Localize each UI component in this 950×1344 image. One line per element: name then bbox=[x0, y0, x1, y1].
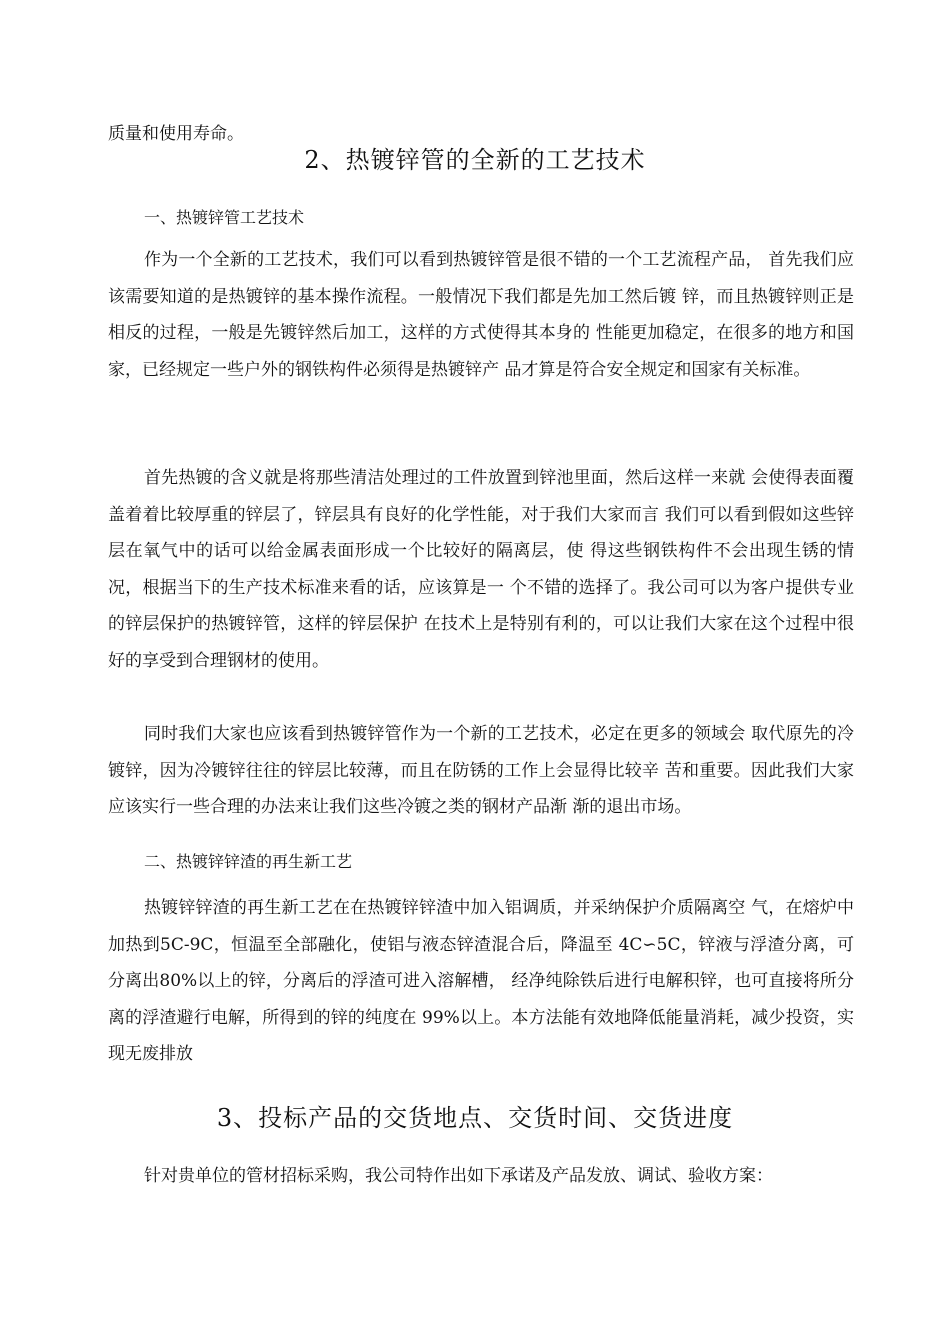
section-3-paragraph-1: 针对贵单位的管材招标采购，我公司特作出如下承诺及产品发放、调试、验收方案： bbox=[144, 1166, 773, 1186]
subsection-1-heading: 一、热镀锌管工艺技术 bbox=[144, 208, 305, 227]
subsection-2-heading-block bbox=[108, 850, 854, 874]
section-3-heading: 3、投标产品的交货地点、交货时间、交货进度 bbox=[216, 1104, 734, 1132]
subsection-1-heading-block bbox=[108, 206, 854, 230]
paragraph-1-block bbox=[108, 242, 854, 388]
paragraph-4: 热镀锌锌渣的再生新工艺在在热镀锌锌渣中加入铝调质，并采纳保护介质隔离空 气，在熔炉中加热到5C-9C，恒温至全部融化，使铝与液态锌渣混合后，降温至 4C∽5C，锌液与浮渣分离，可分离出80%以上的锌，分离后的浮渣可进入溶解槽， 经净纯除铁后进行电解积锌，也可直接将所分离的浮渣避行电解，所得到的锌的纯度在 99%以上。本方法能有效地降低能量消耗，减少投资，实现无废排放 bbox=[108, 898, 854, 1064]
paragraph-3: 同时我们大家也应该看到热镀锌管作为一个新的工艺技术，必定在更多的领域会 取代原先的冷镀锌，因为冷镀锌往往的锌层比较薄，而且在防锈的工作上会显得比较辛 苦和重要。因此我们大家应该实行一些合理的办法来让我们这些冷镀之类的钢材产品渐 渐的退出市场。 bbox=[108, 724, 854, 817]
paragraph-2-block bbox=[108, 460, 854, 679]
paragraph-4-block bbox=[108, 890, 854, 1073]
section-2-heading: 2、热镀锌管的全新的工艺技术 bbox=[304, 146, 646, 174]
paragraph-1: 作为一个全新的工艺技术，我们可以看到热镀锌管是很不错的一个工艺流程产品， 首先我们应该需要知道的是热镀锌的基本操作流程。一般情况下我们都是先加工然后镀 锌，而且热镀锌则正是相反的过程，一般是先镀锌然后加工，这样的方式使得其本身的 性能更加稳定，在很多的地方和国家，已经规定一些户外的钢铁构件必须得是热镀锌产 品才算是符合安全规定和国家有关标准。 bbox=[108, 250, 854, 380]
lead-fragment: 质量和使用寿命。 bbox=[108, 124, 244, 144]
section-3-paragraph-block bbox=[108, 1158, 854, 1195]
subsection-2-heading: 二、热镀锌锌渣的再生新工艺 bbox=[144, 852, 353, 871]
paragraph-3-block bbox=[108, 716, 854, 826]
paragraph-2: 首先热镀的含义就是将那些清洁处理过的工件放置到锌池里面，然后这样一来就 会使得表面覆盖着着比较厚重的锌层了，锌层具有良好的化学性能，对于我们大家而言 我们可以看到假如这些锌层在氧气中的话可以给金属表面形成一个比较好的隔离层，使 得这些钢铁构件不会出现生锈的情况，根据当下的生产技术标准来看的话，应该算是一 个不错的选择了。我公司可以为客户提供专业的锌层保护的热镀锌管，这样的锌层保护 在技术上是特别有利的，可以让我们大家在这个过程中很好的享受到合理钢材的使用。 bbox=[108, 468, 854, 671]
